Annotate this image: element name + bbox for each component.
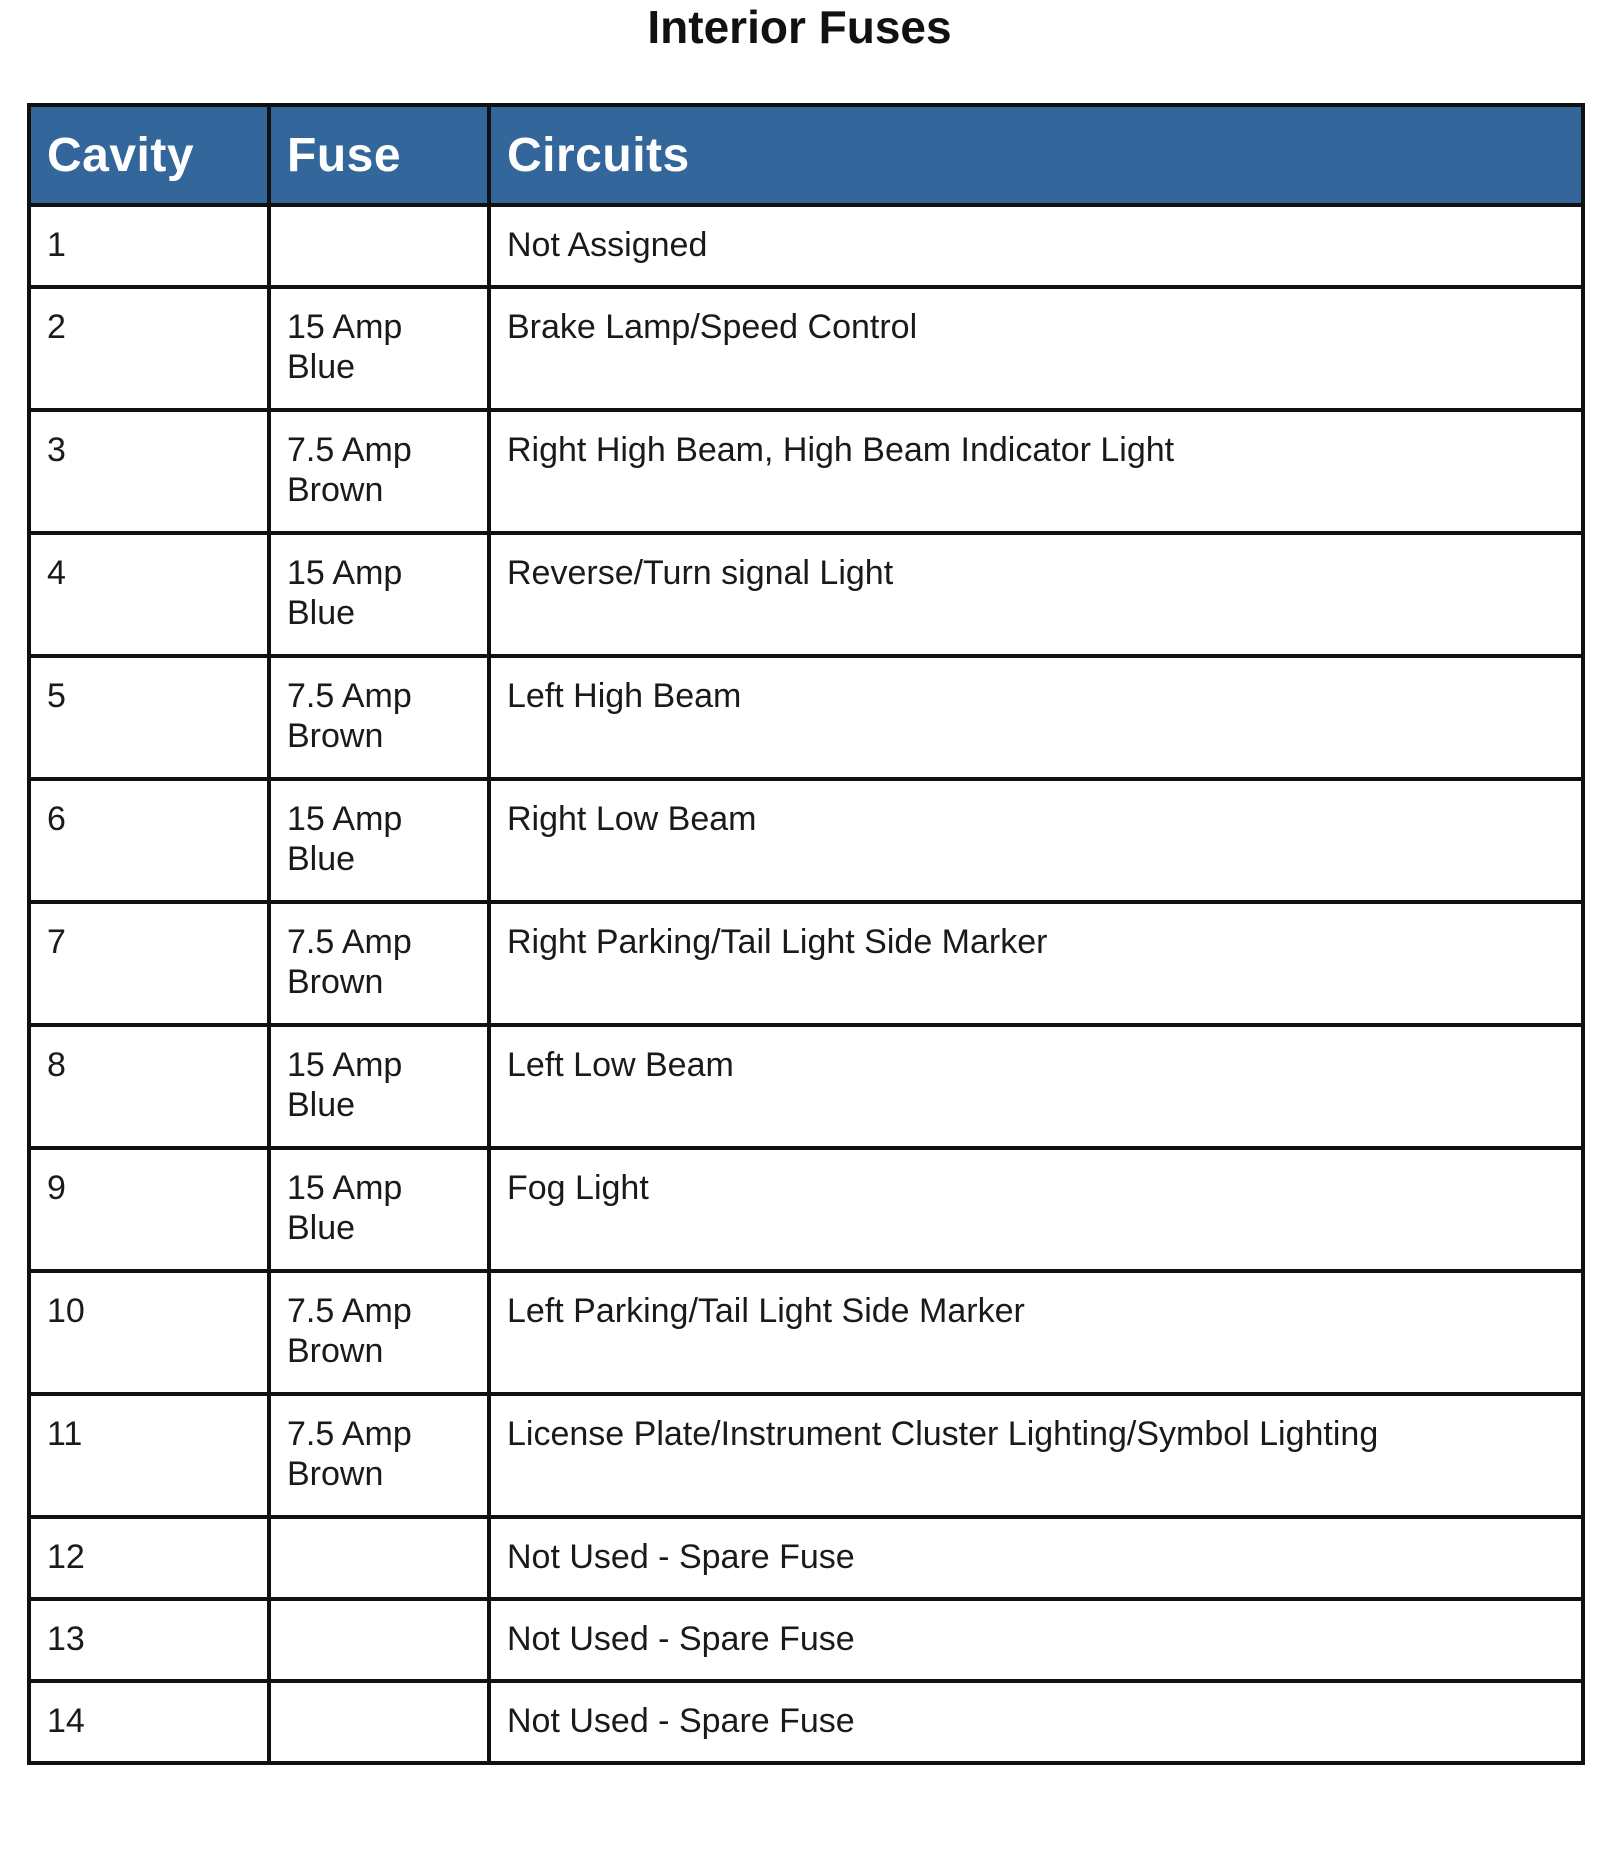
- fuse-rating: 15 Amp: [287, 554, 403, 592]
- cavity-cell: 13: [29, 1599, 269, 1681]
- cavity-cell: 6: [29, 779, 269, 902]
- table-row: [29, 1599, 1583, 1681]
- cavity-cell: 3: [29, 410, 269, 533]
- table-row: [29, 779, 1583, 902]
- circuits-cell: Not Assigned: [489, 205, 1583, 287]
- fuse-rating: 15 Amp: [287, 1169, 403, 1207]
- column-header-circuits: Circuits: [489, 105, 1583, 205]
- circuits-cell: Fog Light: [489, 1148, 1583, 1271]
- table-row: [29, 533, 1583, 656]
- table-row: [29, 205, 1583, 287]
- circuits-cell: Not Used - Spare Fuse: [489, 1599, 1583, 1681]
- cavity-cell: 12: [29, 1517, 269, 1599]
- circuits-cell: Right Parking/Tail Light Side Marker: [489, 902, 1583, 1025]
- table-row: [29, 902, 1583, 1025]
- table-row: [29, 410, 1583, 533]
- table-row: [29, 1517, 1583, 1599]
- fuse-color: Brown: [287, 717, 384, 755]
- fuse-rating: 15 Amp: [287, 800, 403, 838]
- cavity-cell: 14: [29, 1681, 269, 1763]
- fuse-table: [27, 103, 1585, 1765]
- cavity-cell: 7: [29, 902, 269, 1025]
- page-title: Interior Fuses: [647, 1, 952, 53]
- table-row: [29, 1394, 1583, 1517]
- fuse-color: Blue: [287, 1086, 356, 1124]
- fuse-cell: [269, 1394, 489, 1517]
- fuse-cell: [269, 1271, 489, 1394]
- fuse-rating: 7.5 Amp: [287, 677, 412, 715]
- fuse-rating: 7.5 Amp: [287, 923, 412, 961]
- cavity-cell: 2: [29, 287, 269, 410]
- fuse-color: Blue: [287, 1209, 356, 1247]
- fuse-cell: [269, 1681, 489, 1763]
- cavity-cell: 10: [29, 1271, 269, 1394]
- table-row: [29, 1681, 1583, 1763]
- table-row: [29, 1271, 1583, 1394]
- fuse-rating: 15 Amp: [287, 308, 403, 346]
- fuse-color: Brown: [287, 471, 384, 509]
- fuse-cell: [269, 205, 489, 287]
- fuse-cell: [269, 533, 489, 656]
- fuse-cell: [269, 656, 489, 779]
- fuse-rating: 7.5 Amp: [287, 1292, 412, 1330]
- cavity-cell: 11: [29, 1394, 269, 1517]
- fuse-cell: [269, 1025, 489, 1148]
- fuse-color: Brown: [287, 963, 384, 1001]
- fuse-cell: [269, 287, 489, 410]
- column-header-cavity: Cavity: [29, 105, 269, 205]
- fuse-cell: [269, 1599, 489, 1681]
- circuits-cell: Reverse/Turn signal Light: [489, 533, 1583, 656]
- fuse-cell: [269, 779, 489, 902]
- fuse-cell: [269, 902, 489, 1025]
- circuits-cell: Left Low Beam: [489, 1025, 1583, 1148]
- cavity-cell: 9: [29, 1148, 269, 1271]
- fuse-cell: [269, 410, 489, 533]
- circuits-cell: Not Used - Spare Fuse: [489, 1681, 1583, 1763]
- cavity-cell: 5: [29, 656, 269, 779]
- circuits-cell: Not Used - Spare Fuse: [489, 1517, 1583, 1599]
- circuits-cell: Left Parking/Tail Light Side Marker: [489, 1271, 1583, 1394]
- fuse-color: Blue: [287, 348, 356, 386]
- table-row: [29, 1025, 1583, 1148]
- cavity-cell: 4: [29, 533, 269, 656]
- circuits-cell: Brake Lamp/Speed Control: [489, 287, 1583, 410]
- table-header-row: [29, 105, 1583, 205]
- column-header-fuse: Fuse: [269, 105, 489, 205]
- fuse-color: Blue: [287, 840, 356, 878]
- cavity-cell: 1: [29, 205, 269, 287]
- circuits-cell: Right Low Beam: [489, 779, 1583, 902]
- circuits-cell: License Plate/Instrument Cluster Lighting/Symbol Lighting: [489, 1394, 1583, 1517]
- fuse-rating: 15 Amp: [287, 1046, 403, 1084]
- fuse-color: Brown: [287, 1332, 384, 1370]
- fuse-cell: [269, 1148, 489, 1271]
- circuits-cell: Right High Beam, High Beam Indicator Light: [489, 410, 1583, 533]
- table-row: [29, 1148, 1583, 1271]
- fuse-color: Blue: [287, 594, 356, 632]
- fuse-rating: 7.5 Amp: [287, 1415, 412, 1453]
- fuse-rating: 7.5 Amp: [287, 431, 412, 469]
- fuse-color: Brown: [287, 1455, 384, 1493]
- fuse-cell: [269, 1517, 489, 1599]
- table-row: [29, 287, 1583, 410]
- cavity-cell: 8: [29, 1025, 269, 1148]
- table-row: [29, 656, 1583, 779]
- circuits-cell: Left High Beam: [489, 656, 1583, 779]
- table-body: [29, 205, 1583, 1763]
